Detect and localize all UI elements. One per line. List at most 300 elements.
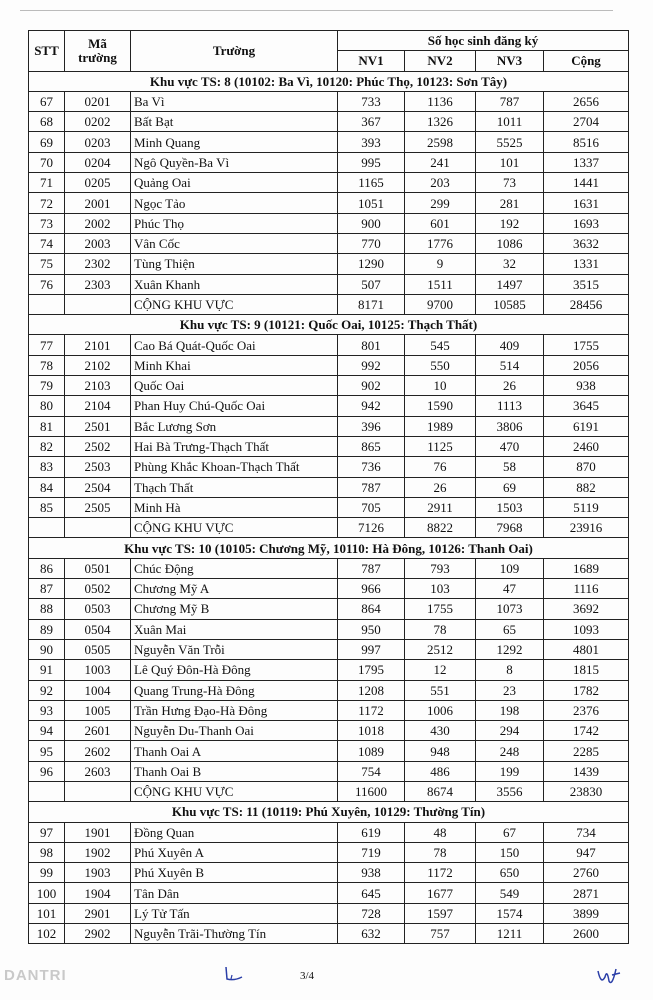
total-cell: 2285	[544, 741, 629, 761]
stt-cell	[29, 294, 65, 314]
stt-cell: 73	[29, 213, 65, 233]
table-row	[29, 903, 629, 923]
total-cell: 2656	[544, 91, 629, 111]
total-cell: 1441	[544, 173, 629, 193]
stt-cell: 83	[29, 457, 65, 477]
stt-cell: 98	[29, 842, 65, 862]
total-cell: 1439	[544, 761, 629, 781]
school-name-cell: Quốc Oai	[131, 376, 338, 396]
school-code-cell: 0201	[65, 91, 131, 111]
school-code-cell: 2601	[65, 721, 131, 741]
school-code-cell: 2104	[65, 396, 131, 416]
nv2-cell: 78	[405, 842, 476, 862]
region-title: Khu vực TS: 8 (10102: Ba Vì, 10120: Phúc Thọ, 10123: Sơn Tây)	[29, 71, 629, 91]
table-row	[29, 416, 629, 436]
header-nv2: NV2	[405, 51, 476, 71]
nv3-cell: 248	[476, 741, 544, 761]
school-name-cell: Trần Hưng Đạo-Hà Đông	[131, 700, 338, 720]
registration-table	[28, 30, 629, 944]
total-cell: 2460	[544, 436, 629, 456]
nv1-cell: 1290	[338, 254, 405, 274]
school-code-cell: 2002	[65, 213, 131, 233]
nv3-cell: 32	[476, 254, 544, 274]
school-code-cell: 2303	[65, 274, 131, 294]
nv1-cell: 507	[338, 274, 405, 294]
nv1-cell: 1172	[338, 700, 405, 720]
stt-cell: 96	[29, 761, 65, 781]
stt-cell: 69	[29, 132, 65, 152]
total-cell: 947	[544, 842, 629, 862]
nv1-cell: 396	[338, 416, 405, 436]
nv3-cell: 23	[476, 680, 544, 700]
nv2-cell: 793	[405, 558, 476, 578]
nv3-cell: 67	[476, 822, 544, 842]
nv1-cell: 900	[338, 213, 405, 233]
total-nv3: 3556	[476, 781, 544, 801]
school-name-cell: Ba Vì	[131, 91, 338, 111]
total-cell: 8516	[544, 132, 629, 152]
school-code-cell: 0505	[65, 639, 131, 659]
school-code-cell: 0204	[65, 152, 131, 172]
region-total-row	[29, 518, 629, 538]
nv3-cell: 281	[476, 193, 544, 213]
stt-cell: 74	[29, 233, 65, 253]
stt-cell	[29, 781, 65, 801]
table-row	[29, 213, 629, 233]
total-cell: 870	[544, 457, 629, 477]
stt-cell: 71	[29, 173, 65, 193]
school-code-cell: 0503	[65, 599, 131, 619]
stt-cell: 97	[29, 822, 65, 842]
stt-cell: 77	[29, 335, 65, 355]
nv3-cell: 65	[476, 619, 544, 639]
total-nv2: 8822	[405, 518, 476, 538]
table-header	[29, 31, 629, 72]
school-code-cell: 0203	[65, 132, 131, 152]
stt-cell: 87	[29, 579, 65, 599]
school-name-cell: Lê Quý Đôn-Hà Đông	[131, 660, 338, 680]
nv2-cell: 1172	[405, 863, 476, 883]
region-total-row	[29, 781, 629, 801]
nv3-cell: 1113	[476, 396, 544, 416]
nv2-cell: 26	[405, 477, 476, 497]
total-cell: 2704	[544, 112, 629, 132]
nv1-cell: 995	[338, 152, 405, 172]
school-name-cell: Nguyễn Văn Trỗi	[131, 639, 338, 659]
school-code-cell: 1904	[65, 883, 131, 903]
stt-cell: 67	[29, 91, 65, 111]
stt-cell: 92	[29, 680, 65, 700]
nv1-cell: 997	[338, 639, 405, 659]
nv3-cell: 150	[476, 842, 544, 862]
nv3-cell: 514	[476, 355, 544, 375]
header-ma-truong: Mã trường	[65, 31, 131, 72]
total-cell: 1093	[544, 619, 629, 639]
nv2-cell: 241	[405, 152, 476, 172]
school-name-cell: Đồng Quan	[131, 822, 338, 842]
school-code-cell: 1903	[65, 863, 131, 883]
total-cell: 734	[544, 822, 629, 842]
nv1-cell: 719	[338, 842, 405, 862]
nv2-cell: 1989	[405, 416, 476, 436]
nv2-cell: 1511	[405, 274, 476, 294]
nv3-cell: 109	[476, 558, 544, 578]
school-code-cell: 0202	[65, 112, 131, 132]
school-name-cell: Phan Huy Chú-Quốc Oai	[131, 396, 338, 416]
table-row	[29, 721, 629, 741]
nv3-cell: 470	[476, 436, 544, 456]
total-nv2: 9700	[405, 294, 476, 314]
nv2-cell: 9	[405, 254, 476, 274]
school-code-cell: 1003	[65, 660, 131, 680]
total-cell: 3632	[544, 233, 629, 253]
nv3-cell: 549	[476, 883, 544, 903]
table-row	[29, 863, 629, 883]
school-code-cell: 1004	[65, 680, 131, 700]
total-cell: 1755	[544, 335, 629, 355]
nv2-cell: 2512	[405, 639, 476, 659]
table-row	[29, 822, 629, 842]
school-name-cell: Quang Trung-Hà Đông	[131, 680, 338, 700]
nv3-cell: 192	[476, 213, 544, 233]
nv1-cell: 619	[338, 822, 405, 842]
table-body	[29, 71, 629, 944]
nv3-cell: 8	[476, 660, 544, 680]
total-nv1: 8171	[338, 294, 405, 314]
school-name-cell: Nguyễn Du-Thanh Oai	[131, 721, 338, 741]
nv3-cell: 1011	[476, 112, 544, 132]
nv1-cell: 770	[338, 233, 405, 253]
region-total-row	[29, 294, 629, 314]
school-code-cell: 0501	[65, 558, 131, 578]
school-code-cell: 2101	[65, 335, 131, 355]
nv1-cell: 1089	[338, 741, 405, 761]
stt-cell: 95	[29, 741, 65, 761]
school-name-cell: Chúc Động	[131, 558, 338, 578]
stt-cell: 89	[29, 619, 65, 639]
school-name-cell: Minh Hà	[131, 497, 338, 517]
nv2-cell: 12	[405, 660, 476, 680]
school-name-cell: Chương Mỹ A	[131, 579, 338, 599]
nv3-cell: 1073	[476, 599, 544, 619]
stt-cell: 68	[29, 112, 65, 132]
nv1-cell: 942	[338, 396, 405, 416]
stt-cell: 100	[29, 883, 65, 903]
table-row	[29, 680, 629, 700]
school-code-cell: 2103	[65, 376, 131, 396]
school-name-cell: Bắc Lương Sơn	[131, 416, 338, 436]
nv1-cell: 1051	[338, 193, 405, 213]
table-row	[29, 457, 629, 477]
school-name-cell: Thanh Oai B	[131, 761, 338, 781]
table-row	[29, 396, 629, 416]
initial-signature-left	[222, 965, 248, 985]
table-row	[29, 193, 629, 213]
table-row	[29, 376, 629, 396]
school-code-cell: 2603	[65, 761, 131, 781]
nv3-cell: 47	[476, 579, 544, 599]
school-name-cell: Chương Mỹ B	[131, 599, 338, 619]
table-row	[29, 558, 629, 578]
total-cell: 1631	[544, 193, 629, 213]
total-cell: 1331	[544, 254, 629, 274]
school-code-cell: 1005	[65, 700, 131, 720]
table-row	[29, 660, 629, 680]
table-row	[29, 355, 629, 375]
school-code-cell: 0504	[65, 619, 131, 639]
nv3-cell: 26	[476, 376, 544, 396]
stt-cell: 85	[29, 497, 65, 517]
school-code-cell: 1901	[65, 822, 131, 842]
nv3-cell: 73	[476, 173, 544, 193]
nv1-cell: 1018	[338, 721, 405, 741]
header-truong: Trường	[131, 31, 338, 72]
nv3-cell: 1211	[476, 924, 544, 944]
nv1-cell: 938	[338, 863, 405, 883]
stt-cell: 90	[29, 639, 65, 659]
table-row	[29, 335, 629, 355]
total-cell: 1693	[544, 213, 629, 233]
total-nv3: 7968	[476, 518, 544, 538]
nv3-cell: 101	[476, 152, 544, 172]
nv2-cell: 2598	[405, 132, 476, 152]
nv2-cell: 10	[405, 376, 476, 396]
stt-cell: 79	[29, 376, 65, 396]
school-name-cell: Ngọc Tảo	[131, 193, 338, 213]
stt-cell: 93	[29, 700, 65, 720]
school-code-cell: 2102	[65, 355, 131, 375]
header-group: Số học sinh đăng ký	[338, 31, 629, 51]
total-nv1: 11600	[338, 781, 405, 801]
stt-cell: 88	[29, 599, 65, 619]
nv2-cell: 299	[405, 193, 476, 213]
nv2-cell: 103	[405, 579, 476, 599]
page-number: 3/4	[300, 970, 315, 982]
nv1-cell: 787	[338, 558, 405, 578]
nv2-cell: 757	[405, 924, 476, 944]
region-title: Khu vực TS: 10 (10105: Chương Mỹ, 10110: Hà Đông, 10126: Thanh Oai)	[29, 538, 629, 558]
school-code-cell: 0205	[65, 173, 131, 193]
school-code-cell: 2901	[65, 903, 131, 923]
table-row	[29, 883, 629, 903]
school-code-cell: 2502	[65, 436, 131, 456]
nv1-cell: 393	[338, 132, 405, 152]
region-header-row	[29, 802, 629, 822]
school-code-cell: 2302	[65, 254, 131, 274]
nv3-cell: 650	[476, 863, 544, 883]
total-cell: 3899	[544, 903, 629, 923]
nv3-cell: 3806	[476, 416, 544, 436]
nv3-cell: 199	[476, 761, 544, 781]
nv1-cell: 865	[338, 436, 405, 456]
nv2-cell: 1590	[405, 396, 476, 416]
stt-cell: 94	[29, 721, 65, 741]
nv1-cell: 950	[338, 619, 405, 639]
table-row	[29, 91, 629, 111]
nv3-cell: 409	[476, 335, 544, 355]
school-name-cell: Hai Bà Trưng-Thạch Thất	[131, 436, 338, 456]
school-name-cell: Lý Tử Tấn	[131, 903, 338, 923]
nv2-cell: 948	[405, 741, 476, 761]
total-sum: 23916	[544, 518, 629, 538]
total-cell: 1689	[544, 558, 629, 578]
total-cell: 5119	[544, 497, 629, 517]
total-cell: 3692	[544, 599, 629, 619]
school-name-cell: Thanh Oai A	[131, 741, 338, 761]
table-row	[29, 173, 629, 193]
nv2-cell: 1597	[405, 903, 476, 923]
region-header-row	[29, 71, 629, 91]
school-name-cell: Xuân Mai	[131, 619, 338, 639]
header-cong: Cộng	[544, 51, 629, 71]
school-name-cell: Phùng Khắc Khoan-Thạch Thất	[131, 457, 338, 477]
table-row	[29, 700, 629, 720]
nv3-cell: 58	[476, 457, 544, 477]
school-name-cell: Ngô Quyền-Ba Vì	[131, 152, 338, 172]
table-row	[29, 639, 629, 659]
nv2-cell: 1677	[405, 883, 476, 903]
table-row	[29, 924, 629, 944]
nv1-cell: 1795	[338, 660, 405, 680]
total-nv1: 7126	[338, 518, 405, 538]
nv2-cell: 203	[405, 173, 476, 193]
total-cell: 2376	[544, 700, 629, 720]
school-name-cell: Xuân Khanh	[131, 274, 338, 294]
table-row	[29, 599, 629, 619]
dantri-watermark-logo: DANTRI	[4, 967, 67, 984]
nv3-cell: 198	[476, 700, 544, 720]
total-cell: 938	[544, 376, 629, 396]
stt-cell: 81	[29, 416, 65, 436]
nv3-cell: 69	[476, 477, 544, 497]
total-cell: 6191	[544, 416, 629, 436]
school-code-cell: 2505	[65, 497, 131, 517]
total-cell: 3515	[544, 274, 629, 294]
region-title: Khu vực TS: 11 (10119: Phú Xuyên, 10129: Thường Tín)	[29, 802, 629, 822]
nv2-cell: 551	[405, 680, 476, 700]
total-cell: 4801	[544, 639, 629, 659]
total-nv3: 10585	[476, 294, 544, 314]
school-code-cell: 1902	[65, 842, 131, 862]
nv1-cell: 966	[338, 579, 405, 599]
stt-cell: 82	[29, 436, 65, 456]
school-name-cell: Cao Bá Quát-Quốc Oai	[131, 335, 338, 355]
nv2-cell: 1776	[405, 233, 476, 253]
table-row	[29, 477, 629, 497]
total-cell: 1815	[544, 660, 629, 680]
nv2-cell: 550	[405, 355, 476, 375]
school-code-cell	[65, 518, 131, 538]
school-name-cell: Phúc Thọ	[131, 213, 338, 233]
total-cell: 1337	[544, 152, 629, 172]
table-row	[29, 619, 629, 639]
nv2-cell: 1125	[405, 436, 476, 456]
stt-cell: 84	[29, 477, 65, 497]
nv1-cell: 632	[338, 924, 405, 944]
nv3-cell: 294	[476, 721, 544, 741]
stt-cell: 101	[29, 903, 65, 923]
nv1-cell: 728	[338, 903, 405, 923]
stt-cell: 91	[29, 660, 65, 680]
table-row	[29, 152, 629, 172]
stt-cell: 102	[29, 924, 65, 944]
nv1-cell: 992	[338, 355, 405, 375]
nv1-cell: 736	[338, 457, 405, 477]
nv2-cell: 2911	[405, 497, 476, 517]
table-row	[29, 132, 629, 152]
table-row	[29, 112, 629, 132]
nv1-cell: 705	[338, 497, 405, 517]
stt-cell	[29, 518, 65, 538]
header-stt: STT	[29, 31, 65, 72]
nv3-cell: 1086	[476, 233, 544, 253]
nv2-cell: 1326	[405, 112, 476, 132]
stt-cell: 75	[29, 254, 65, 274]
school-name-cell: Phú Xuyên A	[131, 842, 338, 862]
initial-signature-right	[594, 965, 624, 989]
nv2-cell: 545	[405, 335, 476, 355]
total-nv2: 8674	[405, 781, 476, 801]
total-cell: 1742	[544, 721, 629, 741]
table-row	[29, 761, 629, 781]
header-nv1: NV1	[338, 51, 405, 71]
nv3-cell: 1574	[476, 903, 544, 923]
nv3-cell: 787	[476, 91, 544, 111]
stt-cell: 78	[29, 355, 65, 375]
nv1-cell: 754	[338, 761, 405, 781]
school-name-cell: Minh Quang	[131, 132, 338, 152]
nv3-cell: 1292	[476, 639, 544, 659]
school-code-cell	[65, 781, 131, 801]
school-code-cell: 2602	[65, 741, 131, 761]
nv1-cell: 1208	[338, 680, 405, 700]
nv1-cell: 864	[338, 599, 405, 619]
school-code-cell	[65, 294, 131, 314]
table-row	[29, 842, 629, 862]
stt-cell: 70	[29, 152, 65, 172]
table-row	[29, 274, 629, 294]
total-cell: 2056	[544, 355, 629, 375]
nv2-cell: 48	[405, 822, 476, 842]
nv1-cell: 645	[338, 883, 405, 903]
school-name-cell: Tùng Thiện	[131, 254, 338, 274]
total-sum: 23830	[544, 781, 629, 801]
page-footer	[0, 965, 653, 995]
nv2-cell: 76	[405, 457, 476, 477]
table-row	[29, 254, 629, 274]
region-title: Khu vực TS: 9 (10121: Quốc Oai, 10125: Thạch Thất)	[29, 315, 629, 335]
school-code-cell: 2503	[65, 457, 131, 477]
school-code-cell: 2501	[65, 416, 131, 436]
total-cell: 2760	[544, 863, 629, 883]
region-header-row	[29, 315, 629, 335]
nv1-cell: 787	[338, 477, 405, 497]
total-cell: 1116	[544, 579, 629, 599]
nv1-cell: 367	[338, 112, 405, 132]
total-cell: 1782	[544, 680, 629, 700]
table-row	[29, 579, 629, 599]
nv2-cell: 601	[405, 213, 476, 233]
nv3-cell: 1503	[476, 497, 544, 517]
school-name-cell: Tân Dân	[131, 883, 338, 903]
nv2-cell: 1755	[405, 599, 476, 619]
total-cell: 882	[544, 477, 629, 497]
total-cell: 2600	[544, 924, 629, 944]
school-code-cell: 0502	[65, 579, 131, 599]
school-code-cell: 2003	[65, 233, 131, 253]
school-code-cell: 2001	[65, 193, 131, 213]
nv2-cell: 430	[405, 721, 476, 741]
